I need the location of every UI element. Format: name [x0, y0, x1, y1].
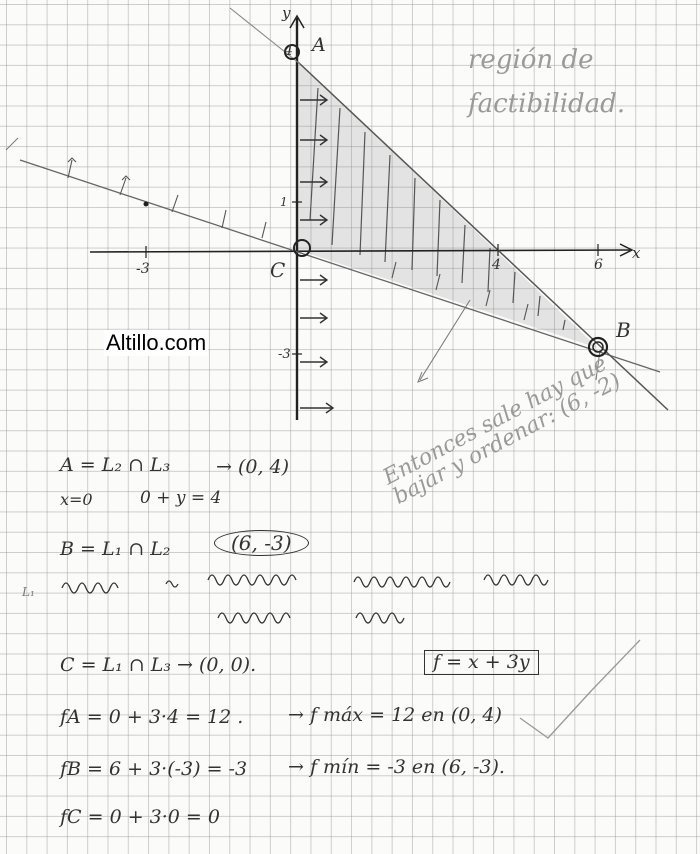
- watermark: Altillo.com: [106, 330, 207, 355]
- eval-a: fA = 0 + 3·4 = 12 .: [60, 706, 244, 728]
- margin-mark: L₁: [22, 585, 35, 599]
- line-a-point: → (0, 4): [216, 456, 290, 478]
- line-c-definition: C = L₁ ∩ L₃ → (0, 0).: [60, 654, 257, 676]
- eval-b: fB = 6 + 3·(-3) = -3: [60, 758, 248, 780]
- eval-c: fC = 0 + 3·0 = 0: [60, 806, 220, 828]
- line-a-solve-x: x=0: [60, 490, 93, 509]
- line-a-solve-y: 0 + y = 4: [140, 488, 222, 508]
- vertex-a-label: A: [312, 34, 326, 56]
- tick-label-1-y: 1: [280, 195, 288, 209]
- tick-label-4-y: 4: [284, 43, 293, 59]
- y-axis-label: y: [282, 4, 291, 22]
- vertex-b-label: B: [616, 318, 631, 342]
- tick-label-4-x: 4: [492, 257, 501, 273]
- min-result: → f mín = -3 en (6, -3).: [288, 756, 505, 778]
- line-b-point: (6, -3): [214, 530, 309, 556]
- x-axis-label: x: [632, 244, 641, 262]
- line-a-definition: A = L₂ ∩ L₃: [60, 454, 171, 476]
- pencil-margin-note: Entonces sale hay que bajar y ordenar: (6, -2): [379, 351, 626, 510]
- objective-function: f = x + 3y: [424, 650, 539, 675]
- tick-label-6-x: 6: [594, 257, 603, 273]
- line-b-definition: B = L₁ ∩ L₂: [60, 538, 171, 560]
- vertex-c-label: C: [270, 258, 286, 282]
- tick-label-minus3-x: -3: [136, 261, 150, 277]
- tick-label-minus3-y: -3: [278, 347, 291, 362]
- region-annotation: región de factibilidad.: [468, 45, 626, 120]
- max-result: → f máx = 12 en (0, 4): [288, 704, 502, 726]
